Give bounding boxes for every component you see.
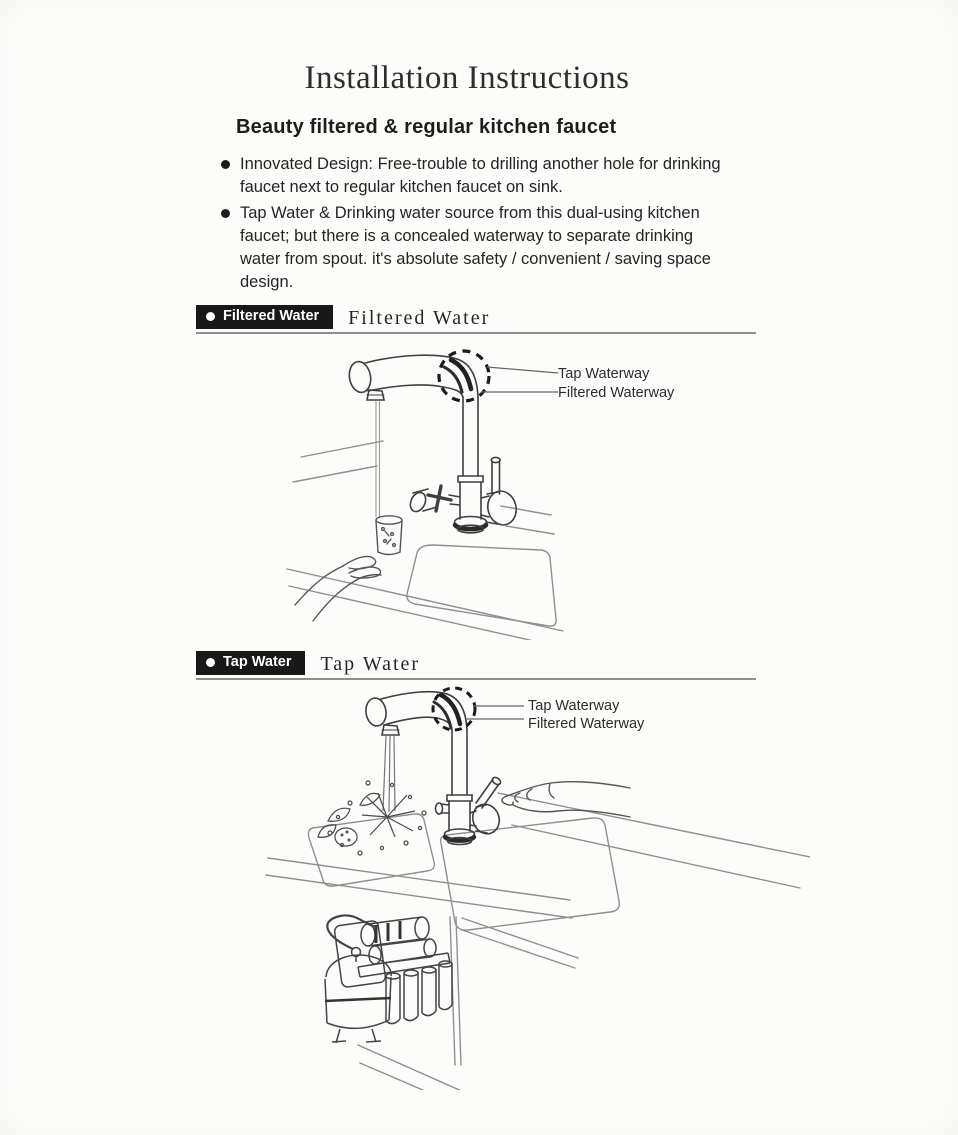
bullet-icon (221, 209, 230, 218)
section-header-filtered-water (196, 305, 756, 334)
bullet-text: Tap Water & Drinking water source from this dual-using kitchen faucet; but there is a concealed waterway to separate drinking water from spout. it's absolute safety / convenient / saving space design. (240, 204, 711, 291)
callout-filtered-waterway: Filtered Waterway (528, 716, 645, 732)
filter-system (325, 915, 452, 1043)
badge-dot-icon (206, 658, 215, 667)
callout-tap-waterway: Tap Waterway (558, 366, 650, 382)
section-header-tap-water (196, 651, 756, 680)
filtered-water-stream (376, 401, 380, 517)
bullet-text: Innovated Design: Free-trouble to drilling another hole for drinking faucet next to regular kitchen faucet on sink. (240, 155, 721, 196)
callout-filtered-waterway: Filtered Waterway (558, 385, 675, 401)
tap-water-stream (383, 736, 395, 812)
badge-label: Filtered Water (223, 308, 320, 324)
list-item (221, 202, 729, 294)
hand-holding-glass (295, 516, 402, 621)
faucet-drawing (347, 355, 520, 533)
bullet-icon (221, 160, 230, 169)
tap-water-diagram (210, 685, 810, 1090)
side-fitting (407, 486, 460, 514)
product-subtitle: Beauty filtered & regular kitchen faucet (236, 116, 617, 138)
section-heading: Tap Water (320, 653, 421, 675)
hand-on-handle (502, 782, 630, 817)
section-heading: Filtered Water (348, 307, 491, 329)
callout-tap-waterway: Tap Waterway (528, 698, 620, 714)
feature-bullet-list (221, 153, 729, 297)
page-title: Installation Instructions (304, 60, 630, 96)
filtered-water-badge (196, 305, 333, 329)
counter-sink-lines (287, 441, 565, 640)
tap-water-badge (196, 651, 305, 675)
badge-label: Tap Water (223, 654, 292, 670)
counter-sink-cabinet-lines (266, 793, 810, 1090)
vegetables-splash (318, 781, 426, 855)
list-item (221, 153, 729, 199)
badge-dot-icon (206, 312, 215, 321)
